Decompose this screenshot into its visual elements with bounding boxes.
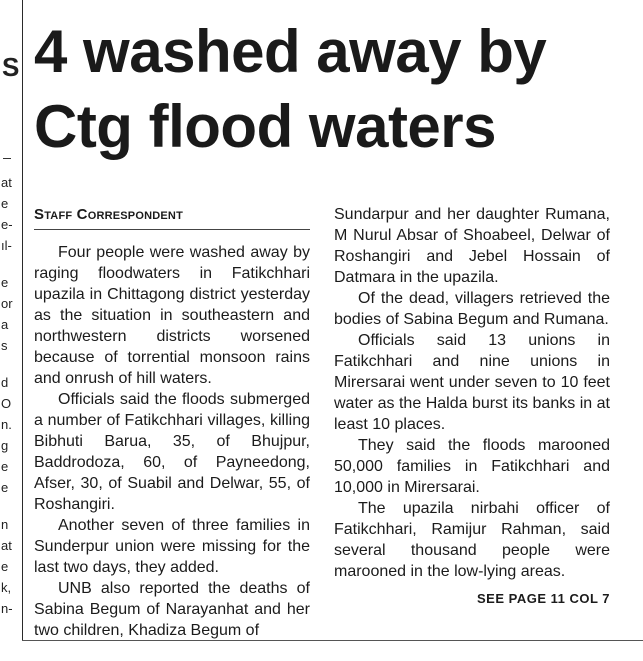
adjacent-article-headline-fragment: S <box>2 52 20 82</box>
article-paragraph: They said the floods marooned 50,000 families in Fatikchhari and 10,000 in Mirersarai. <box>334 437 610 496</box>
adjacent-text-fragment: n. <box>1 417 12 432</box>
page-bottom-rule <box>22 640 643 641</box>
adjacent-text-fragment: n <box>1 517 9 532</box>
adjacent-text-fragment: e- <box>1 217 13 232</box>
adjacent-text-fragment: e <box>1 196 9 211</box>
headline-line-1: 4 washed away by <box>34 18 547 85</box>
article-paragraph: UNB also reported the deaths of Sabina Begum of Narayanhat and her two children, Khadiza Begum of <box>34 580 310 639</box>
article-paragraph: Four people were washed away by raging floodwaters in Fatikchhari upazila in Chittagong district yesterday as the situation in southeastern and northwestern districts worsened because of torrential monsoon rains and onrush of hill waters. <box>34 244 310 387</box>
adjacent-text-fragment: k, <box>1 580 12 595</box>
article-paragraph: The upazila nirbahi officer of Fatikchhari, Ramijur Rahman, said several thousand people were marooned in the low-lying areas. <box>334 500 610 580</box>
adjacent-article-rule <box>3 158 11 159</box>
article-headline <box>34 14 634 164</box>
adjacent-text-fragment: n- <box>1 601 13 616</box>
byline: Staff Correspondent <box>34 204 310 230</box>
adjacent-article-strip <box>0 0 23 640</box>
article-paragraph: Officials said the floods submerged a number of Fatikchhari villages, killing Bibhuti Barua, 35, of Bhujpur, Baddrodoza, 60, of Payneedong, Afser, 30, of Suabil and Delwar, 55, of Roshangiri. <box>34 391 310 513</box>
adjacent-text-fragment: at <box>1 538 12 553</box>
article-paragraph: Another seven of three families in Sunderpur union were missing for the last two days, they added. <box>34 517 310 576</box>
adjacent-text-fragment: s <box>1 338 8 353</box>
adjacent-text-fragment: or <box>1 296 13 311</box>
article-column-left <box>34 204 310 641</box>
adjacent-text-fragment: a <box>1 317 9 332</box>
headline-line-2: Ctg flood waters <box>34 93 497 160</box>
article-paragraph: Of the dead, villagers retrieved the bodies of Sabina Begum and Rumana. <box>334 290 610 328</box>
adjacent-text-fragment: e <box>1 559 9 574</box>
adjacent-text-fragment: g <box>1 438 9 453</box>
adjacent-text-fragment: at <box>1 175 12 190</box>
continuation-jump-line: SEE PAGE 11 COL 7 <box>476 591 610 606</box>
adjacent-text-fragment: d <box>1 375 9 390</box>
adjacent-text-fragment: e <box>1 459 9 474</box>
adjacent-text-fragment: O <box>1 396 12 411</box>
adjacent-text-fragment: ıl- <box>1 238 12 253</box>
adjacent-text-fragment: e <box>1 480 9 495</box>
article-paragraph: Sundarpur and her daughter Rumana, M Nurul Absar of Shoabeel, Delwar of Roshangiri and Jebel Hossain of Datmara in the upazila. <box>334 206 610 286</box>
adjacent-text-fragment: e <box>1 275 9 290</box>
article-paragraph: Officials said 13 unions in Fatikchhari and nine unions in Mirersarai went under seven to 10 feet water as the Halda burst its banks in at least 10 places. <box>334 332 610 433</box>
article-column-right <box>334 204 610 609</box>
